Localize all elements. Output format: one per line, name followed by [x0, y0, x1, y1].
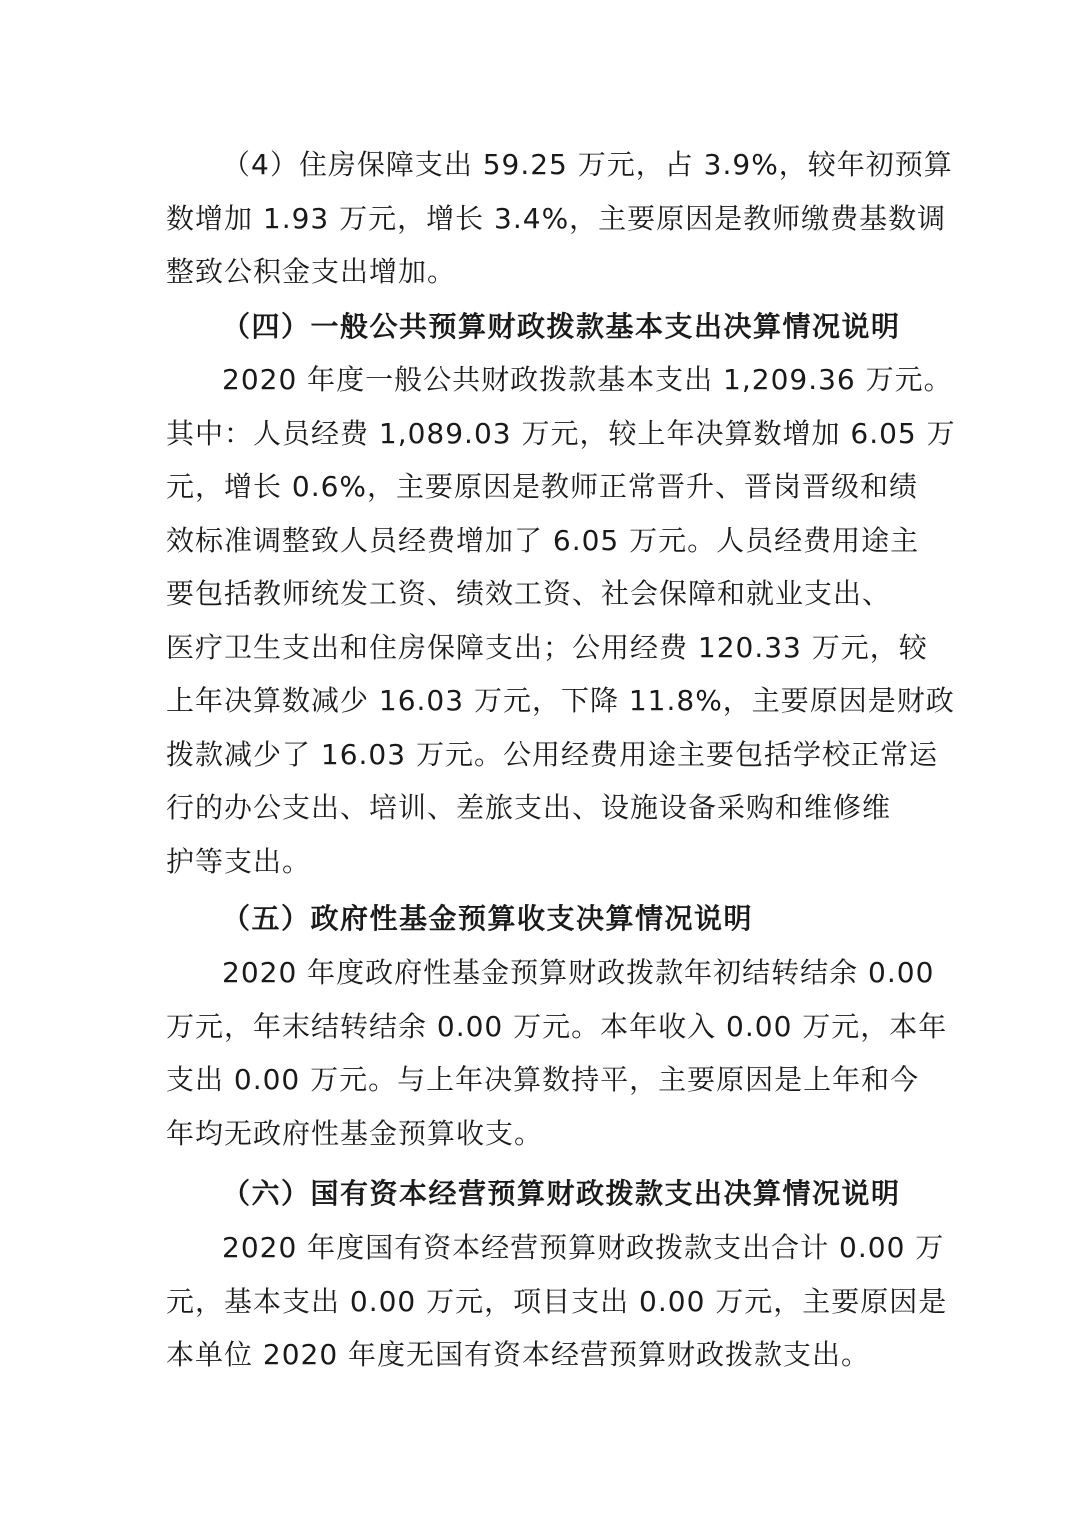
paragraph-line: 要包括教师统发工资、绩效工资、社会保障和就业支出、: [166, 577, 892, 610]
paragraph-line: 医疗卫生支出和住房保障支出；公用经费 120.33 万元，较: [166, 630, 928, 664]
paragraph-line: 元，增长 0.6%，主要原因是教师正常晋升、晋岗晋级和绩: [166, 470, 919, 503]
paragraph-line: 年均无政府性基金预算收支。: [166, 1116, 544, 1150]
paragraph-line: 其中：人员经费 1,089.03 万元，较上年决算数增加 6.05 万: [166, 416, 956, 450]
paragraph-line: 拨款减少了 16.03 万元。公用经费用途主要包括学校正常运: [166, 737, 938, 771]
paragraph-line: 整致公积金支出增加。: [166, 255, 457, 288]
paragraph-line: 2020 年度国有资本经营预算财政拨款支出合计 0.00 万: [222, 1231, 945, 1264]
paragraph-line: 数增加 1.93 万元，增长 3.4%，主要原因是教师缴费基数调: [166, 201, 947, 235]
section-heading-four: （四）一般公共预算财政拨款基本支出决算情况说明: [222, 310, 901, 343]
paragraph-line: （4）住房保障支出 59.25 万元，占 3.9%，较年初预算: [222, 148, 953, 181]
section-heading-six: （六）国有资本经营预算财政拨款支出决算情况说明: [222, 1177, 901, 1210]
paragraph-line: 支出 0.00 万元。与上年决算数持平，主要原因是上年和今: [166, 1063, 920, 1096]
paragraph-section-four: [166, 353, 956, 888]
paragraph-line: 上年决算数减少 16.03 万元，下降 11.8%，主要原因是财政: [166, 684, 955, 717]
section-heading-five: （五）政府性基金预算收支决算情况说明: [222, 902, 754, 935]
paragraph-line: 元，基本支出 0.00 万元，项目支出 0.00 万元，主要原因是: [166, 1284, 948, 1318]
paragraph-line: 效标准调整致人员经费增加了 6.05 万元。人员经费用途主: [166, 523, 920, 557]
paragraph-line: 护等支出。: [166, 844, 312, 878]
paragraph-section-six: [166, 1221, 948, 1382]
paragraph-housing: [166, 138, 953, 299]
paragraph-line: 行的办公支出、培训、差旅支出、设施设备采购和维修维: [166, 791, 892, 824]
paragraph-line: 2020 年度政府性基金预算财政拨款年初结转结余 0.00: [222, 956, 935, 989]
paragraph-line: 本单位 2020 年度无国有资本经营预算财政拨款支出。: [166, 1338, 871, 1371]
paragraph-line: 2020 年度一般公共财政拨款基本支出 1,209.36 万元。: [222, 363, 953, 396]
paragraph-section-five: [166, 946, 948, 1160]
paragraph-line: 万元，年末结转结余 0.00 万元。本年收入 0.00 万元，本年: [166, 1009, 948, 1043]
